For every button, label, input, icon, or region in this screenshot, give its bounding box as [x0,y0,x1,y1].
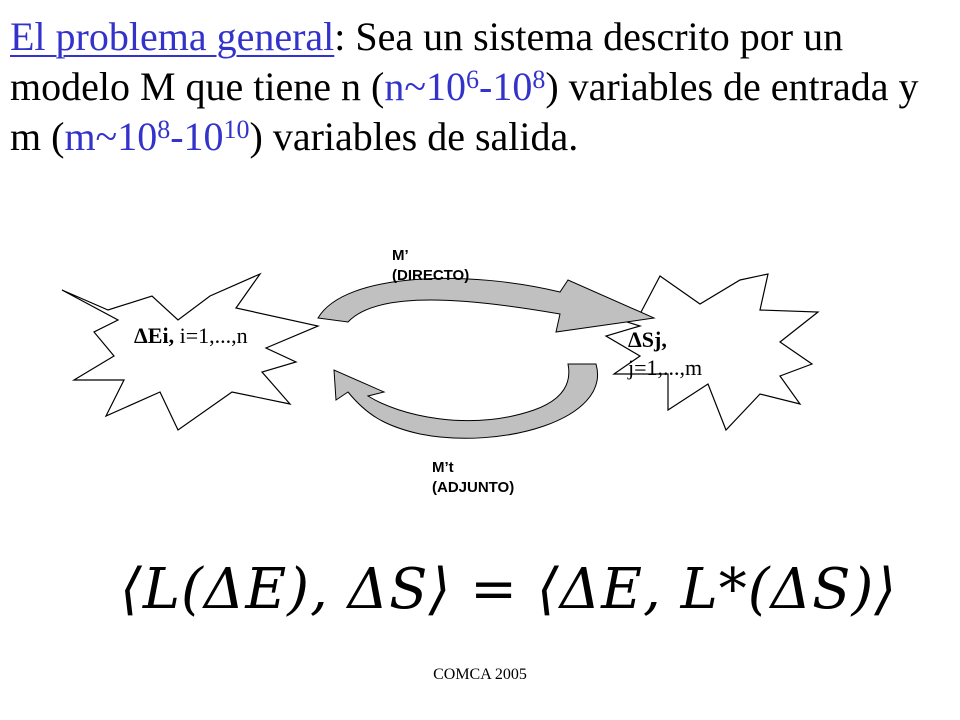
backward-arrow [334,364,598,438]
forward-arrow [318,278,654,332]
forward-label: M’ (DIRECTO) [392,247,470,284]
adjoint-equation [120,540,897,640]
input-label: ΔEi, i=1,...,n [134,323,248,348]
equation-rhs: ⟨ΔE, L*(ΔS)⟩ [536,557,898,622]
n-range: $n\sim 10^6-10^8$ [384,64,546,109]
title-text-3: ) variables de salida. [249,114,579,159]
output-burst-shape [588,274,818,430]
footer-text: COMCA 2005 [433,666,527,683]
input-burst-shape [62,274,318,430]
title-link[interactable]: El problema general [10,14,335,59]
backward-label: M’t (ADJUNTO) [432,459,515,496]
equation-lhs: ⟨L(ΔE), ΔS⟩ [120,557,452,622]
equation-equals: = [451,557,537,622]
output-label: ΔSj, j=1,...,m [628,327,703,380]
title-text-2: ) variables de entrada y m ( [10,64,919,159]
m-range: $m\sim 10^8-10^{10}$ [64,114,250,159]
title-text-1: : Sea un sistema descrito por un modelo M que tiene n ( [10,14,844,109]
